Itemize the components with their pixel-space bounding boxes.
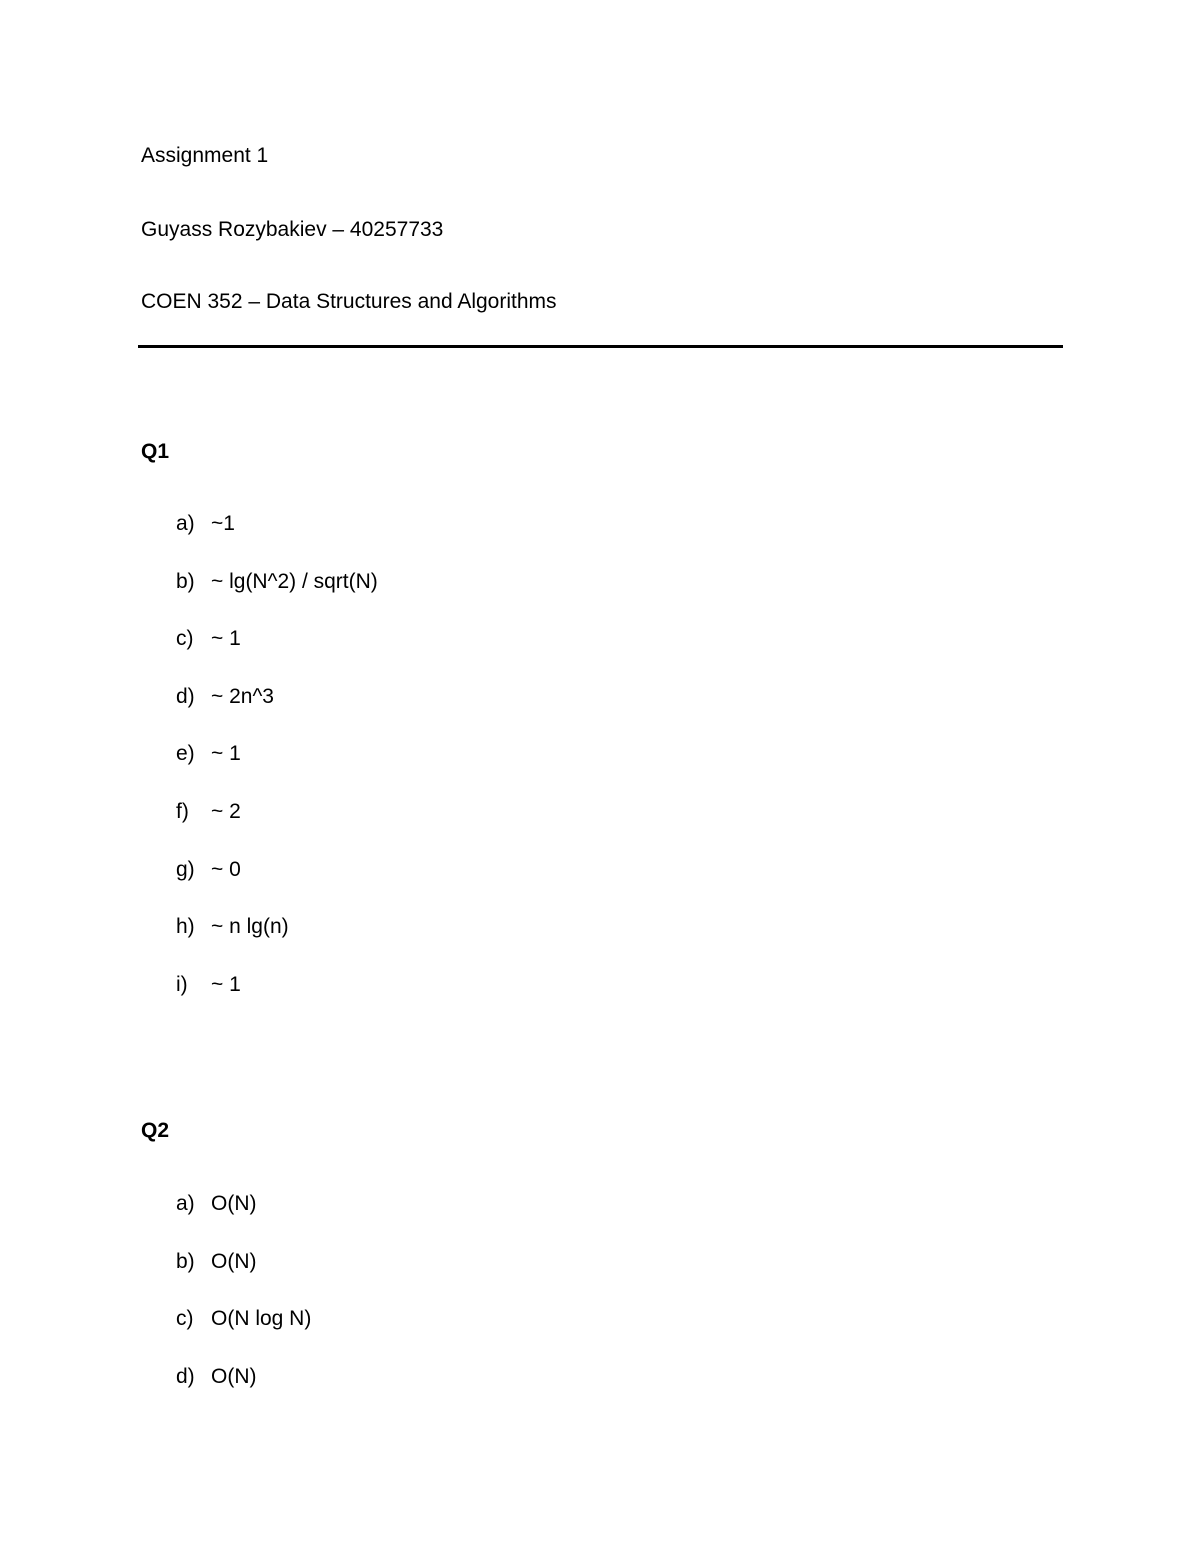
answer-marker: g) [176, 857, 195, 881]
answer-marker: h) [176, 915, 195, 939]
answer-value: O(N) [211, 1192, 257, 1215]
answer-marker: c) [176, 627, 194, 651]
document-title: Assignment 1 [141, 144, 269, 167]
q1-answer-list [176, 512, 378, 1030]
answer-value: ~ n lg(n) [211, 915, 289, 939]
answer-marker: f) [176, 799, 189, 823]
q1-answer-i [176, 973, 378, 1031]
q2-answer-a [176, 1192, 311, 1250]
answer-value: ~ 1 [211, 627, 241, 651]
q1-answer-a [176, 512, 378, 570]
answer-value: ~ 1 [211, 742, 241, 766]
answer-marker: a) [176, 1192, 195, 1215]
answer-value: O(N log N) [211, 1307, 312, 1331]
q1-answer-f [176, 800, 378, 858]
answer-value: ~ 2n^3 [211, 684, 274, 708]
answer-marker: d) [176, 1364, 195, 1388]
answer-value: O(N) [211, 1249, 257, 1273]
answer-value: ~ lg(N^2) / sqrt(N) [211, 569, 378, 593]
answer-marker: e) [176, 742, 195, 766]
q1-heading: Q1 [141, 440, 170, 463]
q2-answer-c [176, 1307, 311, 1365]
answer-marker: b) [176, 569, 195, 593]
q1-answer-h [176, 915, 378, 973]
course-line: COEN 352 – Data Structures and Algorithms [141, 290, 557, 313]
header-divider [138, 345, 1063, 348]
answer-value: ~1 [211, 512, 235, 535]
answer-marker: a) [176, 512, 195, 535]
answer-marker: i) [176, 972, 188, 996]
q2-heading: Q2 [141, 1119, 170, 1142]
q1-answer-b [176, 570, 378, 628]
q1-answer-g [176, 858, 378, 916]
answer-value: ~ 1 [211, 972, 241, 996]
q1-answer-d [176, 685, 378, 743]
q2-answer-list [176, 1192, 311, 1422]
answer-value: ~ 2 [211, 799, 241, 823]
answer-marker: d) [176, 684, 195, 708]
answer-marker: c) [176, 1307, 194, 1331]
q2-answer-d [176, 1365, 311, 1423]
answer-value: ~ 0 [211, 857, 241, 881]
answer-marker: b) [176, 1249, 195, 1273]
q1-answer-e [176, 742, 378, 800]
answer-value: O(N) [211, 1364, 257, 1388]
q1-answer-c [176, 627, 378, 685]
q2-answer-b [176, 1250, 311, 1308]
author-line: Guyass Rozybakiev – 40257733 [141, 218, 444, 241]
